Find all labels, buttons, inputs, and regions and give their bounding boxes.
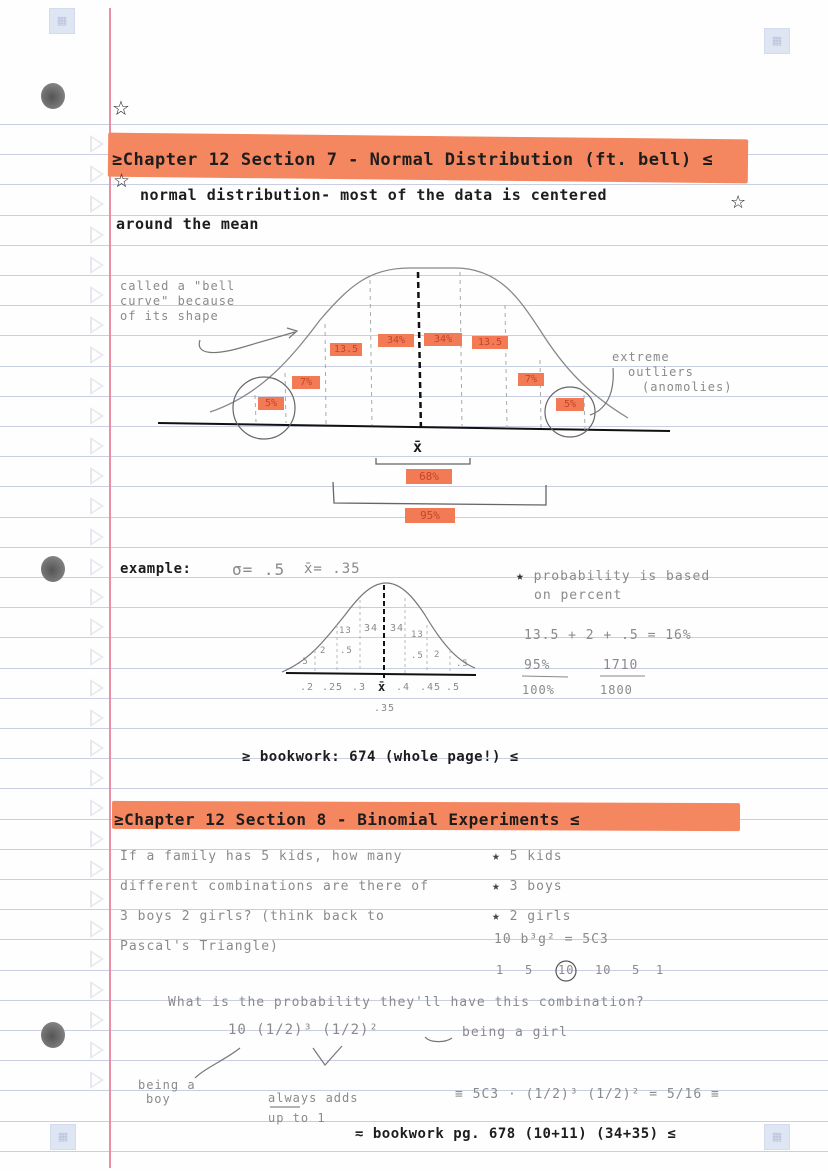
example-mean: x̄= .35 <box>304 561 361 577</box>
bookwork-1-text: bookwork: 674 (whole page!) <box>259 749 501 765</box>
bookwork-2: ≂ bookwork pg. 678 (10+11) (34+35) ≤ <box>355 1126 677 1142</box>
binomial-question <box>120 842 429 962</box>
section8-title: ≥Chapter 12 Section 8 - Binomial Experiments ≤ <box>114 810 581 829</box>
section8-title-text: Chapter 12 Section 8 - Binomial Experiments <box>124 810 560 829</box>
bar-label-left-7: 7% <box>292 376 320 389</box>
bookwork-2-text: bookwork pg. 678 (10+11) (34+35) <box>372 1126 659 1142</box>
region-value: 34 <box>364 623 379 634</box>
definition-line-2: around the mean <box>116 215 259 233</box>
fact-item <box>492 902 571 932</box>
sum-equation: 13.5 + 2 + .5 = 16% <box>524 628 692 643</box>
outlier-note-line: (anomolies) <box>642 380 733 394</box>
star-icon: ☆ <box>730 192 747 213</box>
fact-item <box>492 842 571 872</box>
pascal-number: 10 <box>595 963 612 977</box>
outlier-note <box>612 350 732 395</box>
pascal-number: 1 <box>656 963 665 977</box>
boy-note-line: boy <box>146 1092 171 1106</box>
outlier-note-line: extreme <box>612 350 670 364</box>
title-ticks: ≤ <box>691 150 714 170</box>
bar-label-left-34: 34% <box>378 334 414 347</box>
definition-line-1: normal distribution- most of the data is centered <box>140 186 608 204</box>
bar-label-right-tail: 5% <box>556 398 584 411</box>
adds-note-line: up to 1 <box>268 1111 326 1125</box>
corner-marker-top-right: ▦ <box>764 28 790 54</box>
region-value: 13 <box>411 630 424 640</box>
axis-tick: .3 <box>352 682 367 693</box>
star-icon: ☆ <box>112 96 130 120</box>
example-label: example: <box>120 561 192 577</box>
question-line: If a family has 5 kids, how many <box>120 849 403 864</box>
region-value: .5 <box>296 657 309 667</box>
probability-note-line-1: probability is based <box>533 569 711 584</box>
question-line: different combinations are there of <box>120 879 429 894</box>
star-icon: ★ <box>492 849 510 864</box>
binomial-facts <box>492 842 571 932</box>
bar-label-left-13: 13.5 <box>330 343 362 356</box>
pascal-number-circled: 10 <box>558 963 575 977</box>
star-icon: ★ <box>516 569 534 584</box>
star-icon: ☆ <box>113 170 131 192</box>
probability-question: What is the probability they'll have this combination? <box>168 995 645 1010</box>
pascal-number: 5 <box>632 963 641 977</box>
axis-tick: .4 <box>396 682 411 693</box>
region-value: .5 <box>411 651 424 661</box>
bell-note-line: of its shape <box>120 309 219 323</box>
star-icon: ★ <box>492 909 510 924</box>
boy-note <box>138 1078 196 1106</box>
fraction1-numerator: 95% <box>524 658 551 673</box>
pascal-number: 1 <box>496 963 505 977</box>
fact-text: 5 kids <box>509 849 563 864</box>
fact-text: 2 girls <box>509 909 572 924</box>
fact-text: 3 boys <box>509 879 563 894</box>
bell-note-line: called a "bell <box>120 279 236 293</box>
bookwork-1: ≥ bookwork: 674 (whole page!) ≤ <box>242 749 519 765</box>
bar-label-left-tail: 5% <box>258 397 284 410</box>
bar-label-right-7: 7% <box>518 373 544 386</box>
region-value: 2 <box>434 650 441 660</box>
region-value: 2 <box>320 646 327 656</box>
region-value: 13 <box>339 626 352 636</box>
combination-equation: 10 b³g² = 5C3 <box>494 932 609 947</box>
fact-item <box>492 872 571 902</box>
region-value: .5 <box>340 646 353 656</box>
example-sigma: σ= .5 <box>232 560 286 579</box>
bar-label-right-13: 13.5 <box>472 336 508 349</box>
boy-note-line: being a <box>138 1078 196 1092</box>
bell-curve-note <box>120 279 235 324</box>
fraction2-denominator: 1800 <box>600 683 633 697</box>
axis-tick: .5 <box>446 682 461 693</box>
bell-note-line: curve" because <box>120 294 236 308</box>
region-value: 34 <box>390 623 405 634</box>
region-value: .5 <box>456 659 469 669</box>
corner-marker-top-left: ▦ <box>49 8 75 34</box>
star-icon: ★ <box>492 879 510 894</box>
axis-tick: .2 <box>300 682 315 693</box>
title-ticks: ≥ <box>112 150 123 170</box>
fraction2-numerator: 1710 <box>603 658 639 673</box>
probability-expression: 10 (1/2)³ (1/2)² <box>228 1022 379 1038</box>
result-equation-text: 5C3 · (1/2)³ (1/2)² = 5/16 <box>472 1087 703 1102</box>
axis-tick: .45 <box>420 682 442 693</box>
probability-note <box>516 569 710 584</box>
result-equation: ≡ 5C3 · (1/2)³ (1/2)² = 5/16 ≡ <box>455 1087 720 1102</box>
axis-tick: .25 <box>322 682 344 693</box>
fraction1-denominator: 100% <box>522 683 555 697</box>
question-line: 3 boys 2 girls? (think back to <box>120 909 385 924</box>
mean-value: .35 <box>374 703 396 714</box>
range-95-label: 95% <box>405 508 455 523</box>
axis-tick-mean: x̄ <box>378 680 386 694</box>
mean-symbol: x̄ <box>413 438 423 456</box>
adds-note-line: always adds <box>268 1091 359 1105</box>
range-68-label: 68% <box>406 469 452 484</box>
pascal-number: 5 <box>525 963 534 977</box>
outlier-note-line: outliers <box>628 365 694 379</box>
question-line: Pascal's Triangle) <box>120 939 279 954</box>
bar-label-right-34: 34% <box>424 333 462 346</box>
girl-note: being a girl <box>462 1025 568 1040</box>
corner-marker-bottom-right: ▦ <box>764 1124 790 1150</box>
section7-title-text: Chapter 12 Section 7 - Normal Distribution (ft. bell) <box>122 150 692 170</box>
corner-marker-bottom-left: ▦ <box>50 1124 76 1150</box>
probability-note-line-2: on percent <box>534 588 623 603</box>
adds-up-note <box>268 1088 358 1128</box>
